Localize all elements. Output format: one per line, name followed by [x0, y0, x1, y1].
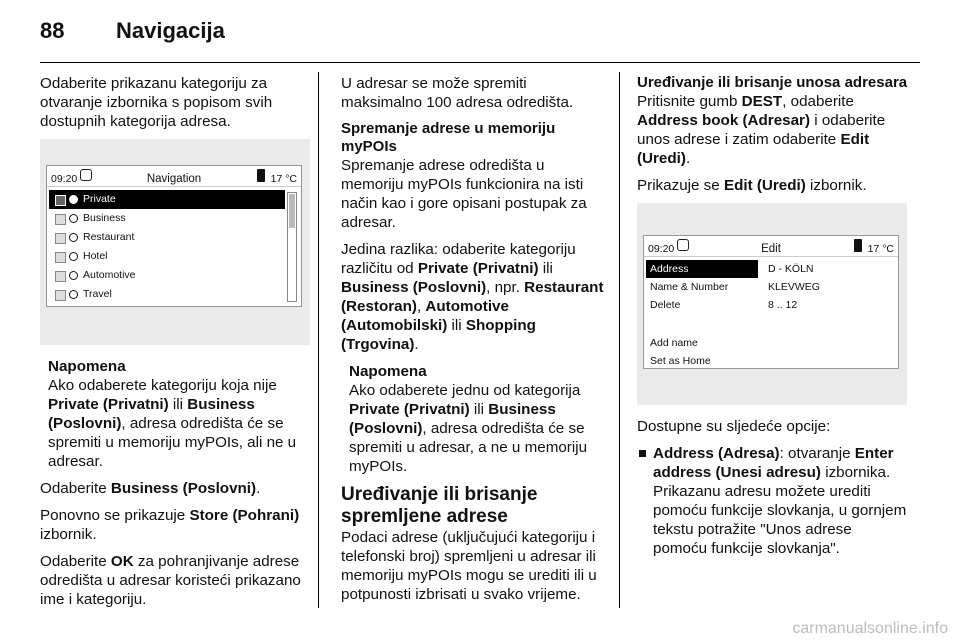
edit-item-set-home[interactable]: Set as Home — [650, 355, 711, 367]
screen-temperature: 17 °C — [867, 243, 894, 255]
screen-topbar — [644, 236, 898, 257]
edit-item-add-name[interactable]: Add name — [650, 337, 698, 349]
watermark: carmanualsonline.info — [792, 620, 948, 637]
category-item-restaurant[interactable]: Restaurant — [49, 228, 285, 247]
page-title: Navigacija — [116, 18, 225, 43]
heading-edit-delete-entry: Uređivanje ili brisanje unosa adresara — [637, 74, 908, 91]
column-1 — [40, 74, 306, 617]
paragraph-options: Dostupne su sljedeće opcije: — [637, 418, 831, 435]
option-address: Address (Adresa): otvaranje Enter address (Unesi adresu) izbornika. Prikazanu adresu možete urediti pomoću funkcije slovkanja, u gornjem tekstu potražite "Unos adrese pomoću funkcije slovkanja". — [637, 444, 909, 558]
category-icon — [55, 195, 66, 206]
note-1: Napomena Ako odaberete kategoriju koja nije Private (Privatni) ili Business (Poslovni), adresa odredišta će se spremiti u memoriju myPOIs, ali ne u adresar. — [40, 357, 306, 471]
paragraph-mypois: Spremanje adrese odredišta u memoriju myPOIs funkcionira na isti način kao i gore opisani postupak za adresar. — [341, 157, 587, 231]
screen-topbar — [47, 166, 301, 187]
paragraph-edit-menu: Prikazuje se Edit (Uredi) izbornik. — [637, 177, 867, 194]
paragraph-select-business: Odaberite Business (Poslovni). — [40, 480, 261, 497]
category-item-private[interactable]: Private — [49, 190, 285, 209]
bullet-icon — [639, 450, 646, 457]
note-title: Napomena — [48, 358, 126, 375]
column-divider-1 — [318, 72, 319, 608]
edit-item-address[interactable]: Address — [646, 260, 758, 278]
address-number: 8 .. 12 — [768, 299, 798, 311]
options-list — [637, 444, 909, 558]
page-number: 88 — [40, 18, 65, 43]
category-list — [49, 190, 285, 304]
list-scrollbar[interactable] — [287, 192, 297, 302]
category-icon — [55, 271, 66, 282]
paragraph-store-menu: Ponovno se prikazuje Store (Pohrani) izbornik. — [40, 507, 300, 543]
screen-title: Navigation — [146, 173, 202, 185]
edit-screenshot — [637, 203, 907, 405]
paragraph-address-limit: U adresar se može spremiti maksimalno 100 adresa odredišta. — [341, 75, 574, 111]
navigation-screen — [46, 165, 302, 307]
category-item-business[interactable]: Business — [49, 209, 285, 228]
radio-icon — [69, 233, 78, 242]
heading-edit-delete-saved: Uređivanje ili brisanje spremljene adrese — [341, 484, 538, 527]
radio-icon — [69, 271, 78, 280]
paragraph-edit-info: Podaci adrese (uključujući kategoriju i telefonski broj) spremljeni u adresar ili memoriju myPOIs mogu se urediti ili u potpunosti izbrisati u svako vrijeme. — [341, 529, 597, 603]
address-details — [768, 260, 820, 314]
category-item-travel[interactable]: Travel — [49, 285, 285, 304]
radio-icon — [69, 252, 78, 261]
page-header — [40, 14, 920, 54]
screen-time: 09:20 — [648, 243, 675, 255]
paragraph-press-dest: Pritisnite gumb DEST, odaberite Address book (Adresar) i odaberite unos adrese i zatim odaberite Edit (Uredi). — [637, 93, 886, 167]
edit-screen — [643, 235, 899, 369]
category-icon — [55, 290, 66, 301]
header-rule — [40, 62, 920, 63]
edit-menu-list — [646, 260, 758, 370]
screen-time: 09:20 — [51, 173, 78, 185]
navigation-screenshot — [40, 139, 310, 345]
column-2 — [341, 74, 605, 612]
edit-item-name-number[interactable]: Name & Number — [650, 281, 729, 293]
category-icon — [55, 233, 66, 244]
screen-title: Edit — [761, 243, 781, 255]
column-divider-2 — [619, 72, 620, 608]
radio-icon — [69, 214, 78, 223]
category-icon — [55, 214, 66, 225]
address-street: KLEVWEG — [768, 281, 820, 293]
thermometer-icon — [257, 169, 265, 182]
category-icon — [55, 252, 66, 263]
edit-item-delete[interactable]: Delete — [650, 299, 681, 311]
thermometer-icon — [854, 239, 862, 252]
radio-icon — [69, 290, 78, 299]
paragraph-difference: Jedina razlika: odaberite kategoriju različitu od Private (Privatni) ili Business (Poslovni), npr. Restaurant (Restoran), Automotive (Automobilski) ili Shopping (Trgovina). — [341, 241, 604, 353]
note-2: Napomena Ako odaberete jednu od kategorija Private (Privatni) ili Business (Poslovni), adresa odredišta će se spremiti u adresar, a ne u memoriju myPOIs. — [341, 362, 605, 476]
category-item-hotel[interactable]: Hotel — [49, 247, 285, 266]
scrollbar-thumb[interactable] — [289, 194, 295, 228]
address-city: D - KÖLN — [768, 263, 814, 275]
screen-temperature: 17 °C — [270, 173, 297, 185]
note-title: Napomena — [349, 363, 427, 380]
heading-save-mypois: Spremanje adrese u memoriju myPOIs — [341, 120, 556, 155]
paragraph-select-ok: Odaberite OK za pohranjivanje adrese odredišta u adresar koristeći prikazano ime i kategoriju. — [40, 553, 301, 608]
intro-paragraph: Odaberite prikazanu kategoriju za otvaranje izbornika s popisom svih dostupnih kategorija adresa. — [40, 75, 273, 130]
radio-icon — [69, 195, 78, 204]
category-item-automotive[interactable]: Automotive — [49, 266, 285, 285]
column-3 — [637, 74, 909, 558]
